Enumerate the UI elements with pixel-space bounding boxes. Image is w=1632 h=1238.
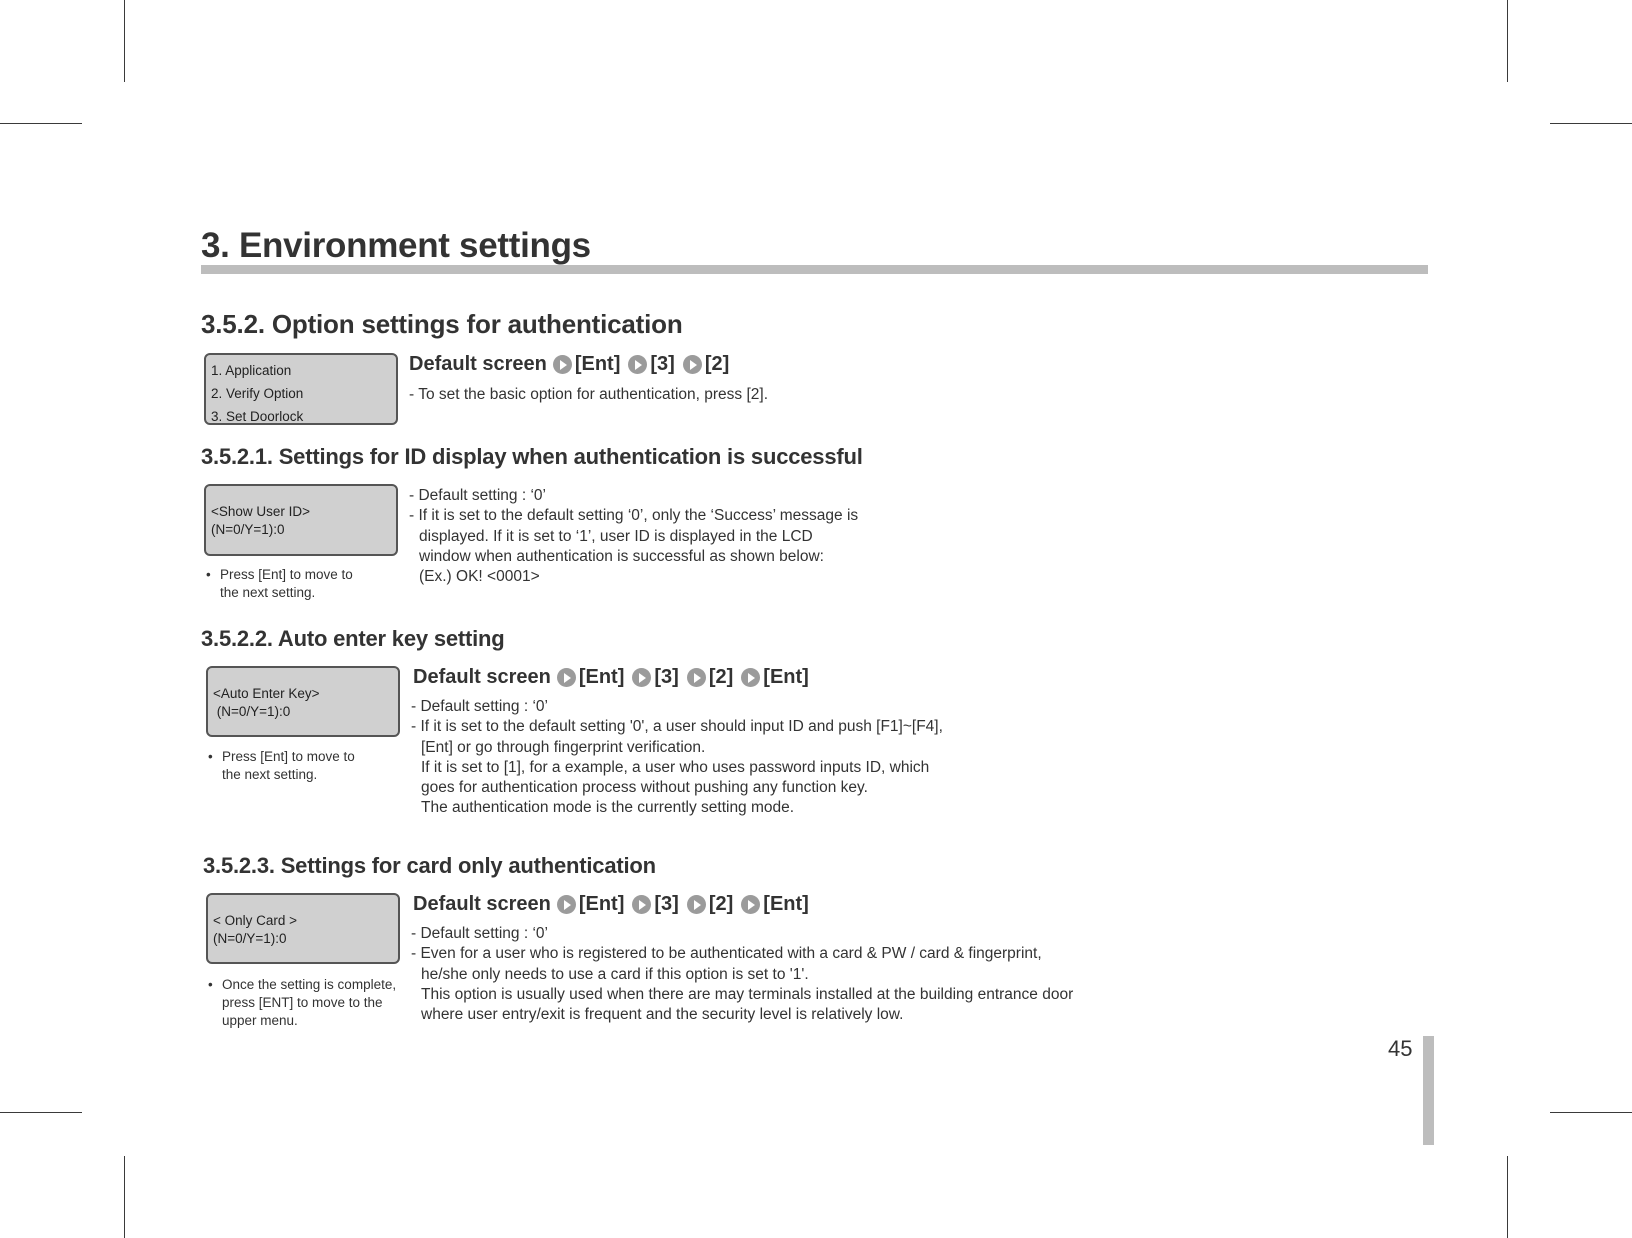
crop-mark xyxy=(124,0,125,82)
path-step: [Ent] xyxy=(763,893,809,915)
text-line: - Default setting : ‘0’ xyxy=(411,925,548,942)
text-line: displayed. If it is set to ‘1’, user ID is displayed in the LCD xyxy=(419,527,813,545)
path-step: [3] xyxy=(654,893,679,915)
arrow-right-icon xyxy=(553,355,572,374)
arrow-right-icon xyxy=(632,668,651,687)
lcd-line: <Show User ID> xyxy=(211,504,311,519)
lcd-screen-menu xyxy=(204,353,398,425)
text-line: - If it is set to the default setting '0', a user should input ID and push [F1]~[F4], xyxy=(411,718,943,736)
lcd-screen-only-card xyxy=(206,893,400,964)
path-step: [2] xyxy=(704,353,730,375)
chapter-title: 3. Environment settings xyxy=(201,226,591,265)
note-line: the next setting. xyxy=(220,585,316,600)
lcd-line: (N=0/Y=1):0 xyxy=(211,522,285,537)
note: • Press [Ent] to move to the next setting. xyxy=(208,749,355,782)
text-line: If it is set to [1], for a example, a user who uses password inputs ID, which xyxy=(421,758,930,776)
text-line: - If it is set to the default setting ‘0’, only the ‘Success’ message is xyxy=(409,507,859,525)
arrow-right-icon xyxy=(557,895,576,914)
arrow-right-icon xyxy=(628,355,647,374)
subsection-text xyxy=(411,924,1073,1025)
text-line: This option is usually used when there are may terminals installed at the building entrance door xyxy=(421,985,1074,1003)
text-line: - Default setting : ‘0’ xyxy=(409,487,546,504)
arrow-right-icon xyxy=(741,668,760,687)
lcd-line: < Only Card > xyxy=(213,913,298,928)
arrow-right-icon xyxy=(557,668,576,687)
text-line: The authentication mode is the currently setting mode. xyxy=(421,799,795,817)
text-line: where user entry/exit is frequent and the security level is relatively low. xyxy=(421,1006,904,1024)
arrow-right-icon xyxy=(741,895,760,914)
note: • Press [Ent] to move to the next setting. xyxy=(206,567,353,600)
lcd-screen-auto-enter-key xyxy=(206,666,400,737)
note-line: the next setting. xyxy=(222,767,318,782)
lcd-line: (N=0/Y=1):0 xyxy=(213,931,287,946)
subsection-text xyxy=(409,486,858,587)
key-path xyxy=(413,893,811,916)
note-line: Once the setting is complete, xyxy=(222,977,397,992)
crop-mark xyxy=(1550,1112,1632,1113)
path-step: [2] xyxy=(708,666,734,688)
subsection-title: 3.5.2.2. Auto enter key setting xyxy=(201,626,505,651)
arrow-right-icon xyxy=(687,895,706,914)
path-step: [3] xyxy=(654,666,679,688)
lcd-line: (N=0/Y=1):0 xyxy=(213,704,291,719)
page-bar xyxy=(1423,1036,1434,1145)
lcd-line: 2. Verify Option xyxy=(211,386,304,401)
chapter-rule xyxy=(201,265,1428,274)
text-line: [Ent] or go through fingerprint verification. xyxy=(421,738,706,756)
subsection-title: 3.5.2.3. Settings for card only authentication xyxy=(203,853,656,878)
path-step: [Ent] xyxy=(578,666,625,688)
crop-mark xyxy=(0,1112,82,1113)
crop-mark xyxy=(1507,1156,1508,1238)
path-step: [Ent] xyxy=(763,666,809,688)
text-line: - Default setting : ‘0’ xyxy=(411,698,548,715)
crop-mark xyxy=(1550,123,1632,124)
note: • Once the setting is complete, press [ENT] to move to the upper menu. xyxy=(208,977,397,1028)
arrow-right-icon xyxy=(632,895,651,914)
subsection-title: 3.5.2.1. Settings for ID display when authentication is successful xyxy=(201,444,863,469)
lcd-line: 1. Application xyxy=(211,363,292,378)
text-line: - Even for a user who is registered to be authenticated with a card & PW / card & fingerprint, xyxy=(411,945,1042,963)
path-label: Default screen xyxy=(413,666,551,688)
text-line: he/she only needs to use a card if this option is set to '1'. xyxy=(421,965,809,983)
arrow-right-icon xyxy=(687,668,706,687)
note-line: upper menu. xyxy=(222,1013,298,1028)
crop-mark xyxy=(0,123,82,124)
lcd-line: <Auto Enter Key> xyxy=(213,686,320,701)
note-line: press [ENT] to move to the xyxy=(222,995,383,1010)
crop-mark xyxy=(1507,0,1508,82)
note-line: Press [Ent] to move to xyxy=(222,749,355,764)
subsection-text xyxy=(411,697,943,819)
section-description: - To set the basic option for authentication, press [2]. xyxy=(409,386,769,403)
path-step: [2] xyxy=(708,893,734,915)
page-number: 45 xyxy=(1388,1036,1413,1061)
path-step: [Ent] xyxy=(578,893,625,915)
text-line: (Ex.) OK! <0001> xyxy=(419,568,540,586)
path-step: [3] xyxy=(650,353,675,375)
key-path xyxy=(413,666,811,689)
key-path xyxy=(409,353,731,376)
lcd-line: 3. Set Doorlock xyxy=(211,409,304,424)
path-label: Default screen xyxy=(413,893,551,915)
path-step: [Ent] xyxy=(574,353,621,375)
path-label: Default screen xyxy=(409,353,547,375)
arrow-right-icon xyxy=(683,355,702,374)
crop-mark xyxy=(124,1156,125,1238)
lcd-screen-show-user-id xyxy=(204,484,398,556)
note-line: Press [Ent] to move to xyxy=(220,567,353,582)
text-line: goes for authentication process without pushing any function key. xyxy=(421,779,868,797)
section-title: 3.5.2. Option settings for authentication xyxy=(201,309,683,339)
text-line: window when authentication is successful as shown below: xyxy=(419,547,824,565)
